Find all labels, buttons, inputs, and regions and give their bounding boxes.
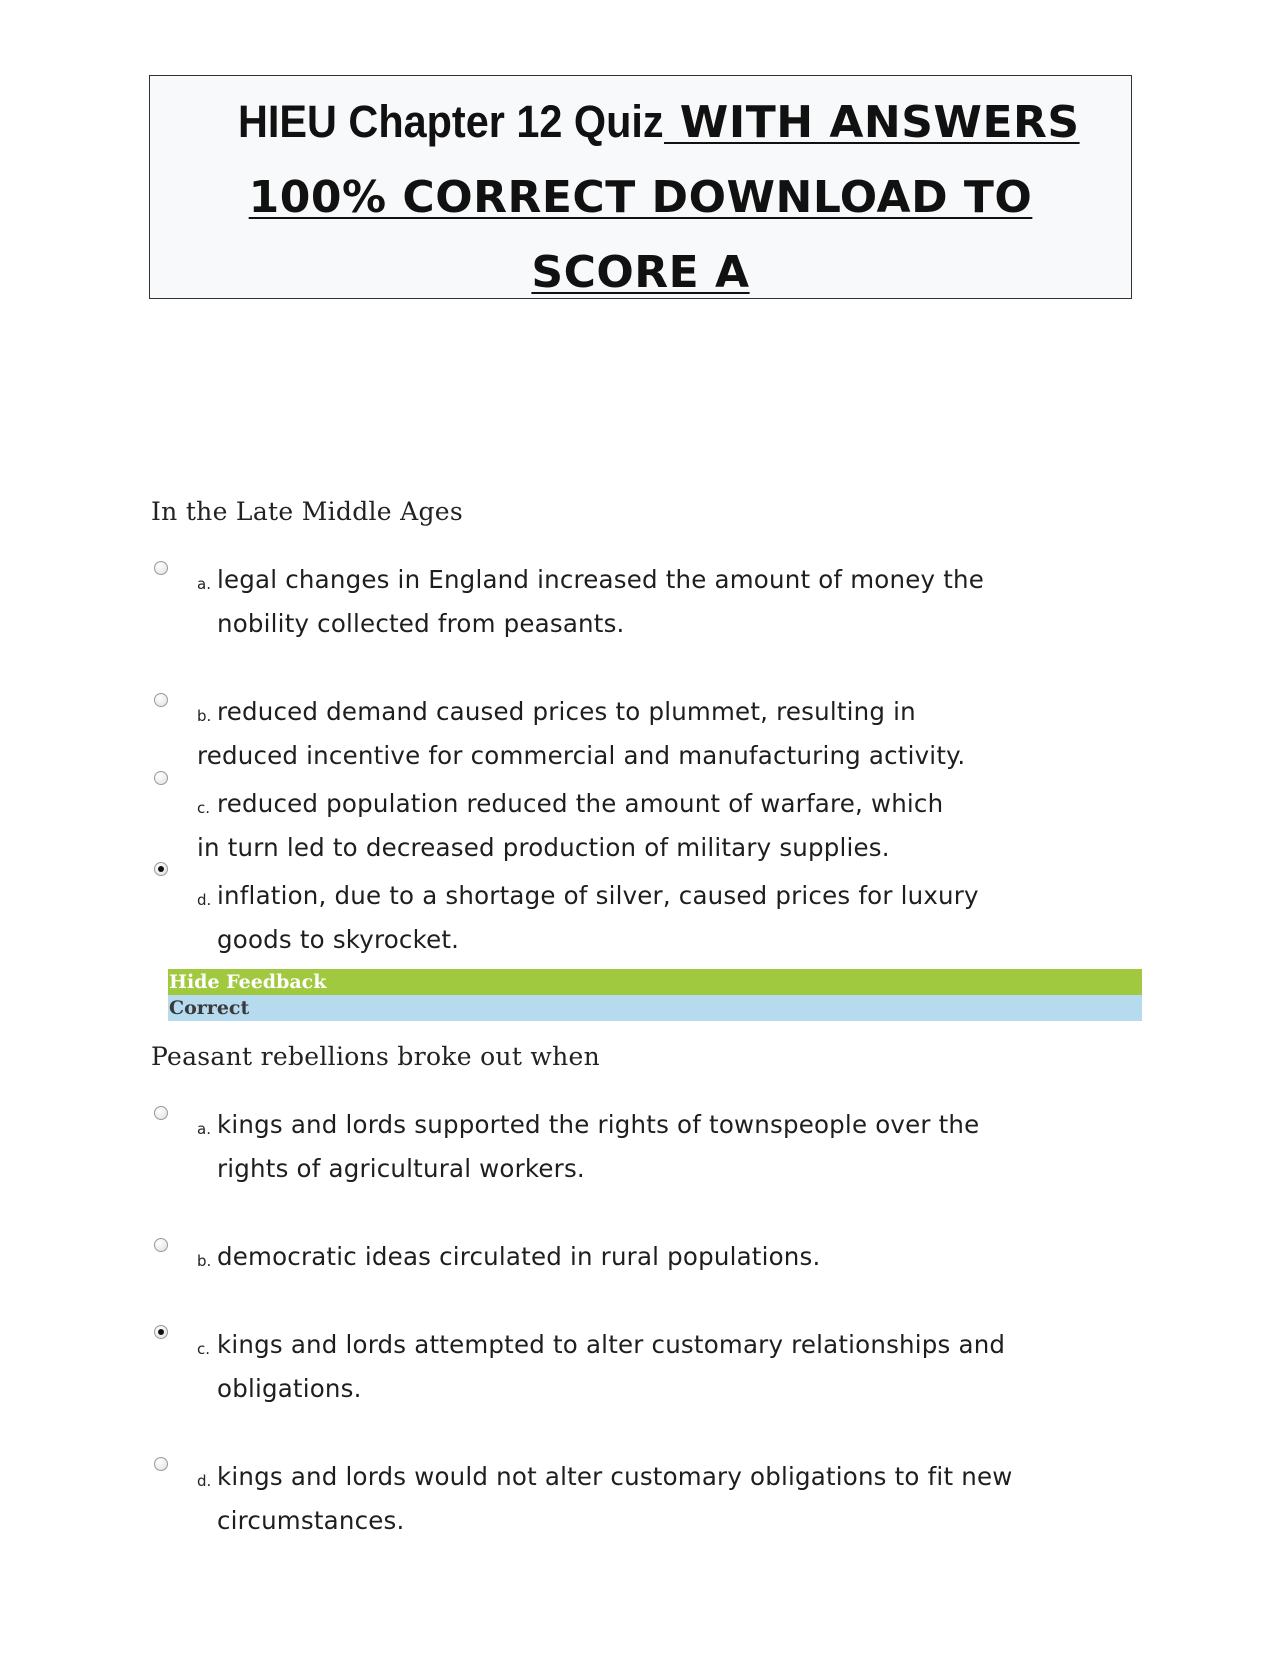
q1-option-a-text <box>217 558 984 646</box>
q1-option-a-line-1: legal changes in England increased the amount of money the <box>217 565 984 594</box>
q1-option-b-letter: b. <box>197 707 212 725</box>
q2-option-a-line-1: kings and lords supported the rights of townspeople over the <box>217 1110 980 1139</box>
q1-option-d-letter: d. <box>197 891 212 909</box>
q2-option-d-text <box>217 1455 1012 1543</box>
title-with-answers: WITH ANSWERS <box>663 97 1080 148</box>
question-1-text: In the Late Middle Ages <box>151 497 464 526</box>
document-title-box <box>149 75 1132 299</box>
q2-option-a-text <box>217 1103 979 1191</box>
q1-option-b-line-2: reduced incentive for commercial and manufacturing activity. <box>197 741 966 770</box>
q2-option-c-line-1: kings and lords attempted to alter customary relationships and <box>217 1330 1006 1359</box>
title-line-2: 100% CORRECT DOWNLOAD TO <box>248 172 1033 223</box>
q1-option-b-radio[interactable] <box>154 693 168 707</box>
title-course-name: HIEU Chapter 12 Quiz <box>238 96 664 147</box>
q2-option-a-radio[interactable] <box>154 1106 168 1120</box>
q2-option-c-line-2: obligations. <box>217 1374 362 1403</box>
q1-option-d-line-2: goods to skyrocket. <box>217 925 460 954</box>
q1-option-a-radio[interactable] <box>154 561 168 575</box>
q2-option-c-text <box>217 1323 1005 1411</box>
q2-option-d-line-2: circumstances. <box>217 1506 405 1535</box>
feedback-result: Correct <box>168 995 1142 1021</box>
q2-option-d-line-1: kings and lords would not alter customary obligations to fit new <box>217 1462 1013 1491</box>
q1-option-c-radio[interactable] <box>154 771 168 785</box>
q2-option-d-radio[interactable] <box>154 1457 168 1471</box>
question-2-text: Peasant rebellions broke out when <box>151 1042 601 1071</box>
q1-option-c-line-2: in turn led to decreased production of military supplies. <box>197 833 890 862</box>
q1-option-d-radio[interactable] <box>154 862 168 876</box>
q2-option-a-line-2: rights of agricultural workers. <box>217 1154 585 1183</box>
title-line-3: SCORE A <box>531 247 750 298</box>
q1-option-d-line-1: inflation, due to a shortage of silver, caused prices for luxury <box>217 881 979 910</box>
q2-option-a-letter: a. <box>197 1120 211 1138</box>
q1-option-a-line-2: nobility collected from peasants. <box>217 609 625 638</box>
q2-option-c-letter: c. <box>197 1340 211 1358</box>
q2-option-b-letter: b. <box>197 1252 212 1270</box>
q1-option-d-text <box>217 874 979 962</box>
q2-option-c-radio[interactable] <box>154 1325 168 1339</box>
q2-option-b-radio[interactable] <box>154 1238 168 1252</box>
q1-option-b-line-1: reduced demand caused prices to plummet, resulting in <box>217 697 916 726</box>
title-line-1 <box>150 96 1131 148</box>
q2-option-b-text: democratic ideas circulated in rural populations. <box>217 1242 821 1271</box>
q1-option-c-line-1: reduced population reduced the amount of warfare, which <box>217 789 944 818</box>
q2-option-d-letter: d. <box>197 1472 212 1490</box>
q1-option-a-letter: a. <box>197 575 211 593</box>
hide-feedback-link[interactable]: Hide Feedback <box>168 969 1142 995</box>
q1-option-c-letter: c. <box>197 799 211 817</box>
